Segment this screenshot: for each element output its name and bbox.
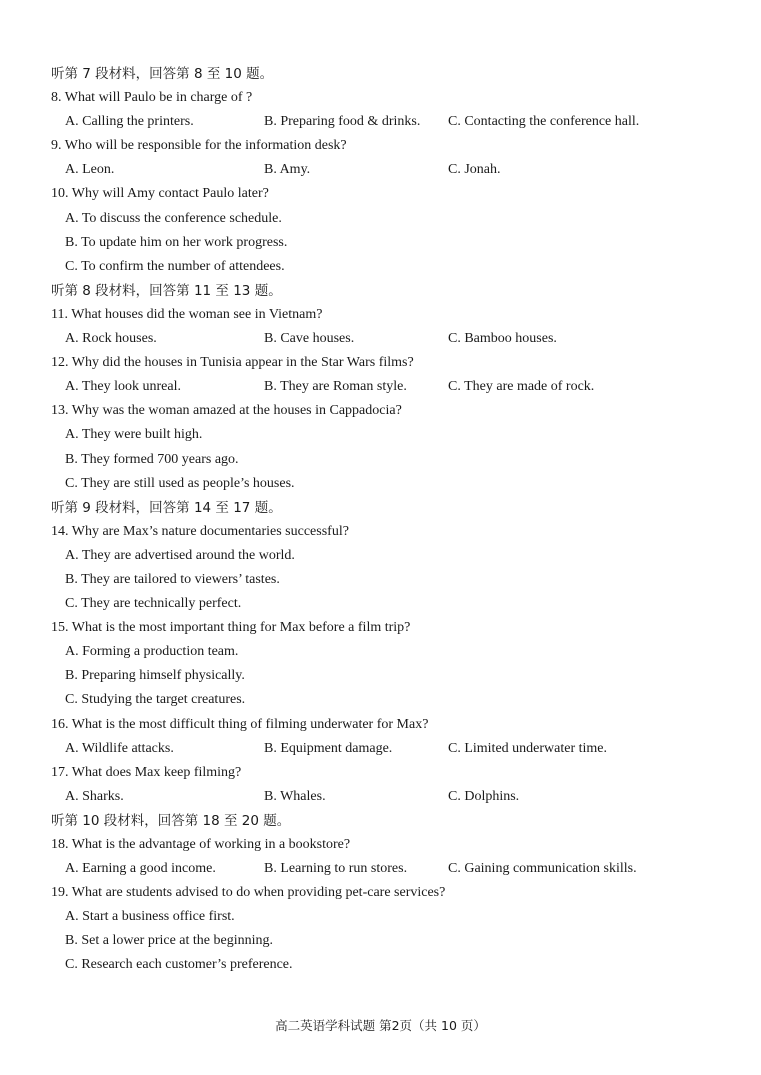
option-a: A. Start a business office first. bbox=[65, 909, 235, 925]
option-a: A. Earning a good income. bbox=[65, 861, 216, 877]
question-19: 19. What are students advised to do when providing pet-care services? bbox=[51, 885, 446, 901]
option-b: B. Preparing food & drinks. bbox=[264, 114, 421, 130]
question-8: 8. What will Paulo be in charge of ? bbox=[51, 90, 253, 106]
option-c: C. They are technically perfect. bbox=[65, 596, 242, 612]
option-c: C. Contacting the conference hall. bbox=[448, 114, 640, 130]
option-b: B. Equipment damage. bbox=[264, 740, 393, 756]
options-row-q18 bbox=[0, 857, 761, 881]
option-b: B. Amy. bbox=[264, 162, 311, 178]
option-a: A. They were built high. bbox=[65, 427, 203, 443]
options-row-q11 bbox=[0, 327, 761, 351]
section-header: 听第 8 段材料，回答第 11 至 13 题。 bbox=[51, 282, 282, 299]
options-row-q17 bbox=[0, 785, 761, 809]
options-row-q16 bbox=[0, 737, 761, 761]
page-footer: 高二英语学科试题 第2页（共 10 页） bbox=[275, 1018, 486, 1033]
option-a: A. Calling the printers. bbox=[65, 114, 194, 130]
option-c: C. Gaining communication skills. bbox=[448, 861, 637, 877]
option-a: A. Sharks. bbox=[65, 788, 124, 804]
section-header: 听第 9 段材料，回答第 14 至 17 题。 bbox=[51, 499, 282, 516]
question-10: 10. Why will Amy contact Paulo later? bbox=[51, 186, 269, 202]
option-c: C. They are made of rock. bbox=[448, 379, 595, 395]
option-b: B. Preparing himself physically. bbox=[65, 668, 245, 684]
question-12: 12. Why did the houses in Tunisia appear in the Star Wars films? bbox=[51, 355, 414, 371]
option-b: B. Cave houses. bbox=[264, 331, 355, 347]
question-14: 14. Why are Max’s nature documentaries successful? bbox=[51, 523, 349, 539]
option-a: A. Wildlife attacks. bbox=[65, 740, 174, 756]
option-b: B. Whales. bbox=[264, 788, 326, 804]
option-a: A. Leon. bbox=[65, 162, 115, 178]
option-a: A. They look unreal. bbox=[65, 379, 181, 395]
option-a: A. They are advertised around the world. bbox=[65, 547, 295, 563]
question-17: 17. What does Max keep filming? bbox=[51, 764, 242, 780]
section-header: 听第 10 段材料，回答第 18 至 20 题。 bbox=[51, 812, 291, 829]
option-a: A. Rock houses. bbox=[65, 331, 157, 347]
exam-page bbox=[0, 62, 761, 978]
question-18: 18. What is the advantage of working in a bookstore? bbox=[51, 837, 351, 852]
option-b: B. They are tailored to viewers’ tastes. bbox=[65, 571, 280, 587]
option-c: C. To confirm the number of attendees. bbox=[65, 258, 285, 274]
option-a: A. To discuss the conference schedule. bbox=[65, 210, 282, 226]
option-b: B. They are Roman style. bbox=[264, 379, 407, 395]
option-c: C. Limited underwater time. bbox=[448, 740, 608, 756]
option-c: C. Bamboo houses. bbox=[448, 331, 557, 347]
options-row-q12 bbox=[0, 375, 761, 399]
option-a: A. Forming a production team. bbox=[65, 644, 239, 660]
option-b: B. Learning to run stores. bbox=[264, 861, 408, 877]
options-row-q8 bbox=[0, 110, 761, 134]
question-13: 13. Why was the woman amazed at the houses in Cappadocia? bbox=[51, 403, 402, 419]
option-c: C. They are still used as people’s houses. bbox=[65, 475, 295, 491]
option-c: C. Dolphins. bbox=[448, 788, 520, 804]
option-c: C. Research each customer’s preference. bbox=[65, 957, 293, 973]
question-15: 15. What is the most important thing for Max before a film trip? bbox=[51, 620, 411, 636]
options-row-q9 bbox=[0, 158, 761, 182]
question-9: 9. Who will be responsible for the information desk? bbox=[51, 138, 347, 154]
option-c: C. Jonah. bbox=[448, 162, 501, 178]
section-header: 听第 7 段材料，回答第 8 至 10 题。 bbox=[51, 66, 274, 82]
option-b: B. Set a lower price at the beginning. bbox=[65, 933, 273, 949]
option-c: C. Studying the target creatures. bbox=[65, 692, 246, 708]
question-16: 16. What is the most difficult thing of filming underwater for Max? bbox=[51, 716, 429, 732]
option-b: B. To update him on her work progress. bbox=[65, 234, 288, 250]
question-11: 11. What houses did the woman see in Vietnam? bbox=[51, 306, 323, 322]
option-b: B. They formed 700 years ago. bbox=[65, 451, 239, 467]
